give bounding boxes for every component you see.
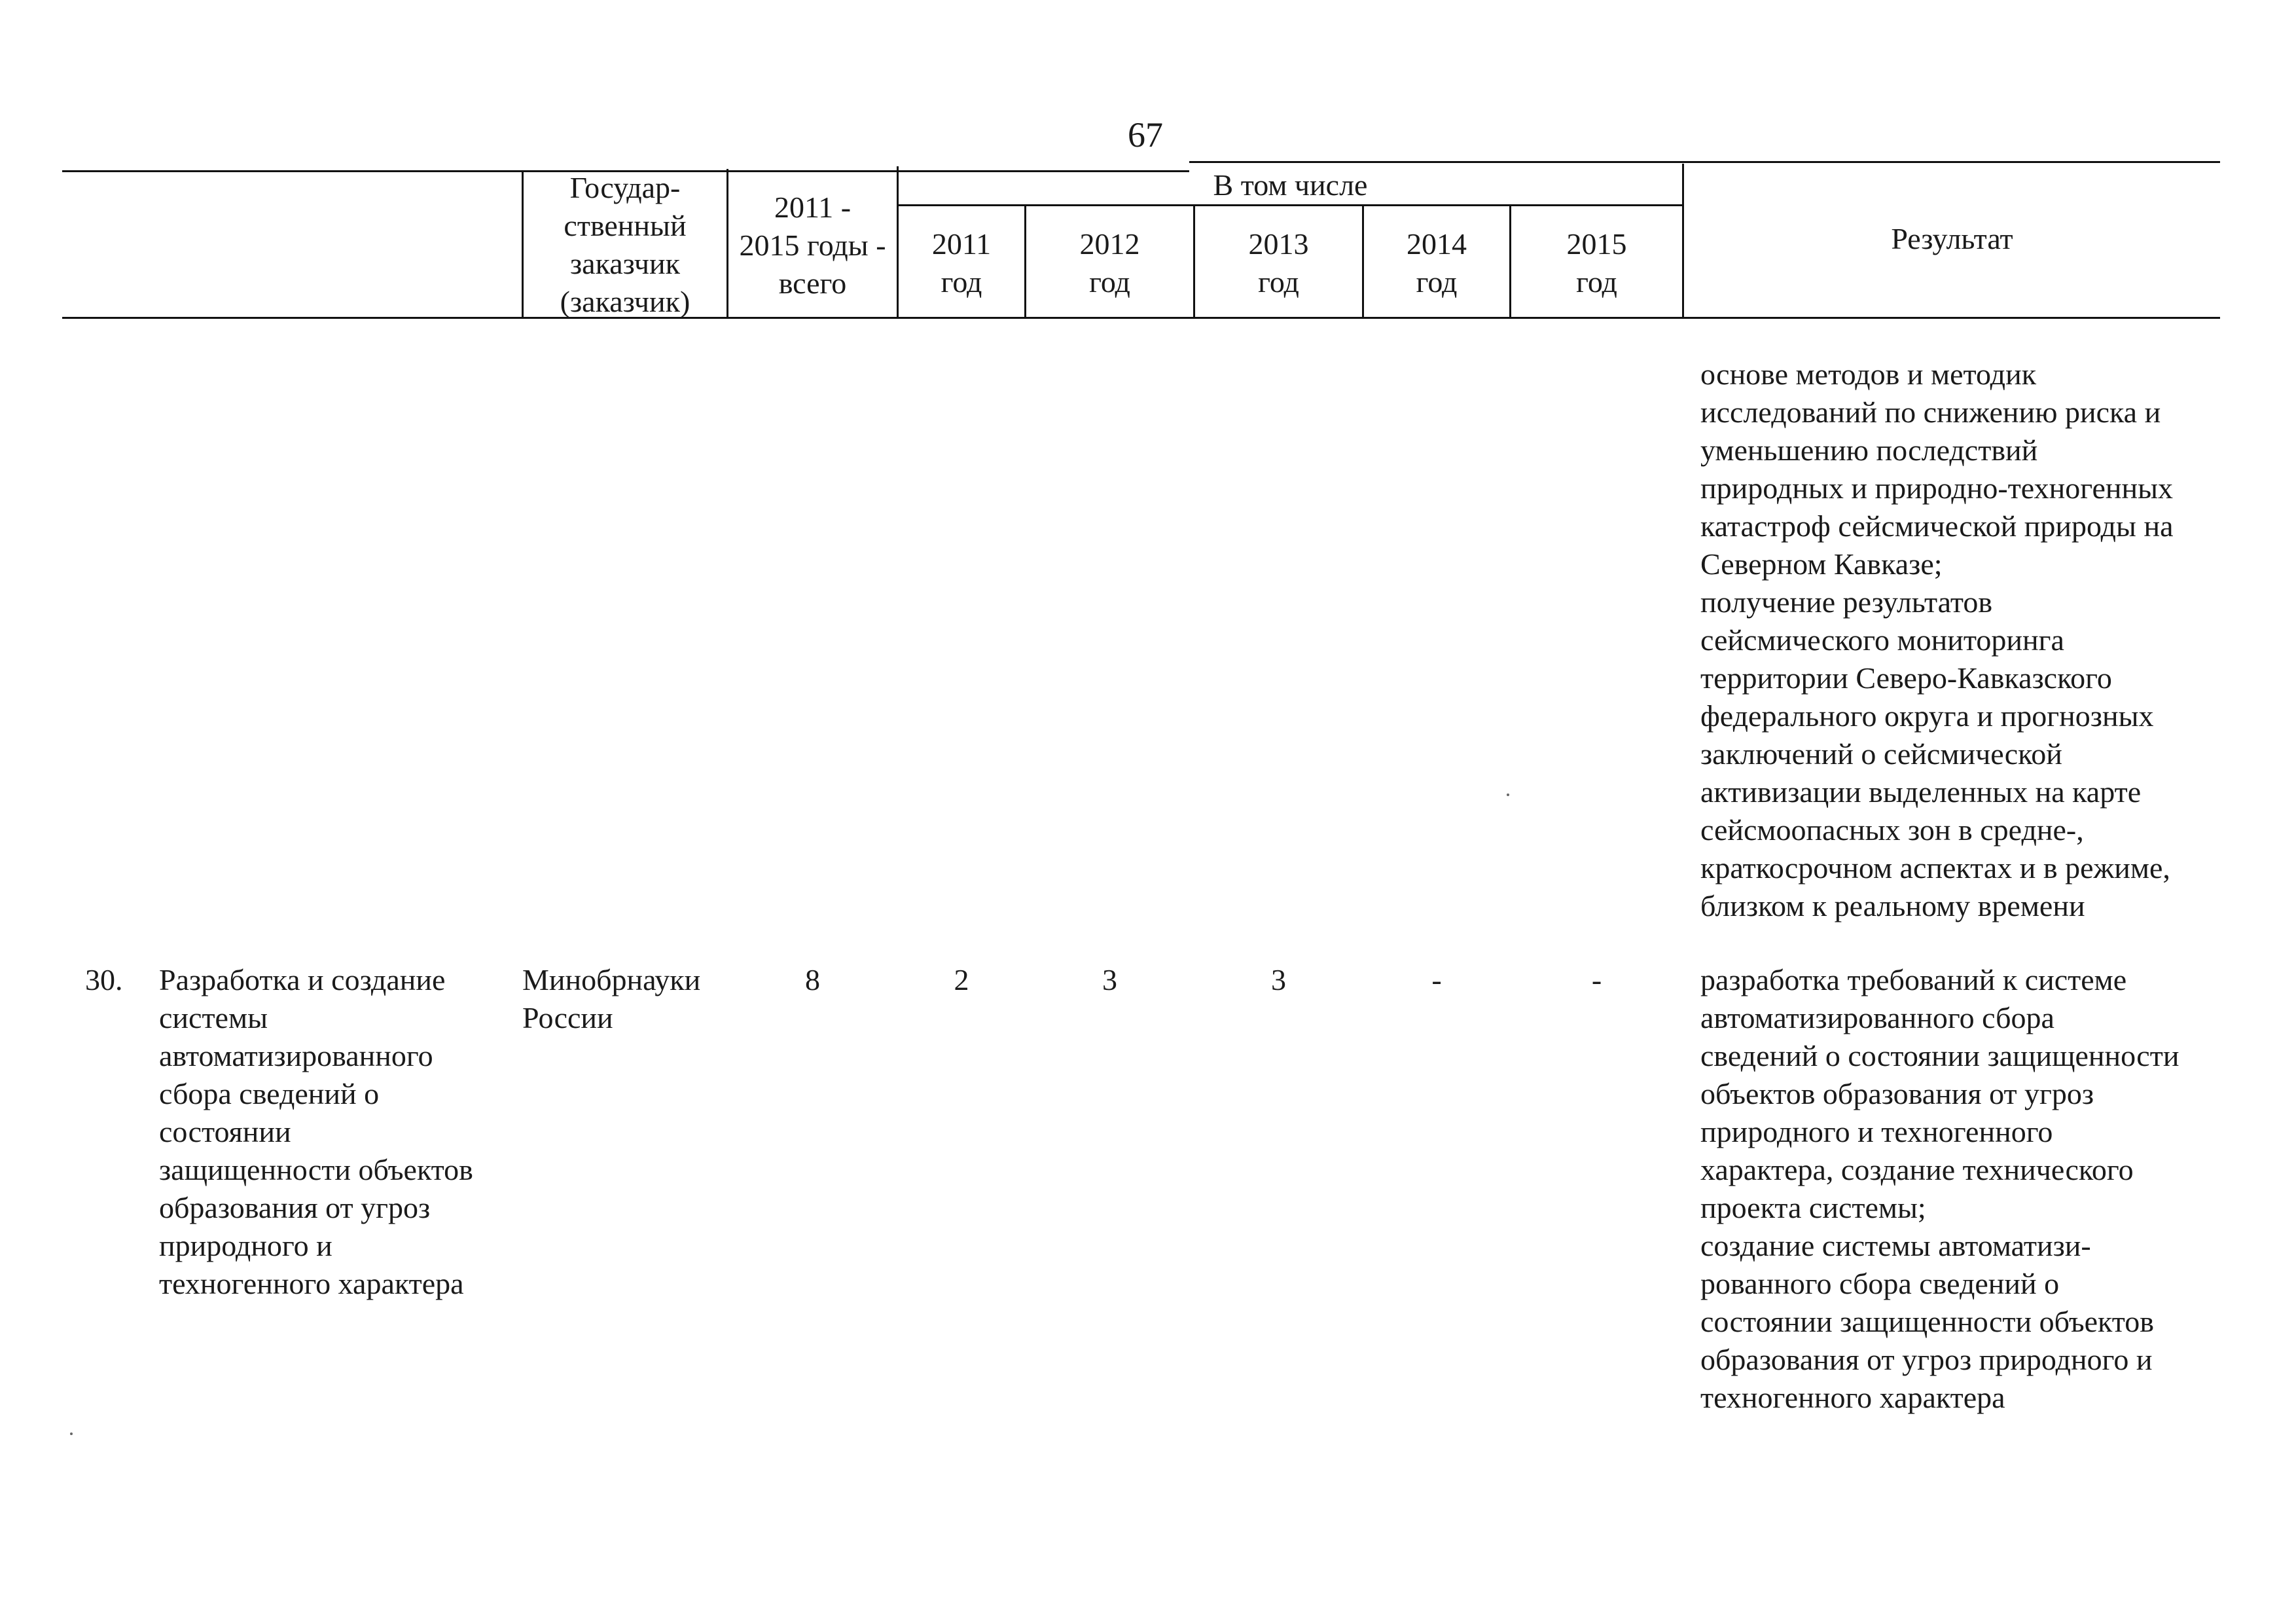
result-line: автоматизированного сбора: [1700, 1001, 2054, 1034]
header-year-unit: год: [941, 265, 982, 299]
header-customer-line: заказчик: [569, 247, 680, 280]
result-line: основе методов и методик: [1700, 357, 2037, 391]
header-customer: [524, 169, 726, 321]
header-customer-line: (заказчик): [560, 285, 691, 318]
row-value-2012: 3: [1102, 963, 1117, 996]
header-year-unit: год: [1089, 265, 1130, 299]
result-line: близком к реальному времени: [1700, 889, 2085, 922]
header-year-2012: [1026, 225, 1193, 301]
result-line: проекта системы;: [1700, 1191, 1926, 1224]
result-line: техногенного характера: [1700, 1381, 2005, 1414]
row-name: [159, 961, 512, 1303]
header-total: [728, 189, 897, 302]
row-result: [1700, 961, 2217, 1417]
result-line: Северном Кавказе;: [1700, 547, 1943, 581]
scan-speck: [1507, 793, 1509, 796]
result-line: краткосрочном аспектах и в режиме,: [1700, 851, 2170, 884]
row-name-line: состоянии: [159, 1115, 291, 1148]
result-line: уменьшению последствий: [1700, 433, 2038, 467]
result-line: сейсмического мониторинга: [1700, 623, 2064, 657]
row-value-2011: 2: [954, 963, 969, 996]
row-name-line: сбора сведений о: [159, 1077, 380, 1110]
header-year-unit: год: [1576, 265, 1617, 299]
row-customer-line: Минобрнауки: [522, 963, 701, 996]
header-year-value: 2011: [931, 227, 992, 261]
header-year-2011: [899, 225, 1024, 301]
row-customer: [522, 961, 725, 1037]
header-year-value: 2013: [1248, 227, 1309, 261]
result-line: заключений о сейсмической: [1700, 737, 2062, 771]
result-line: территории Северо-Кавказского: [1700, 661, 2112, 695]
row-name-line: техногенного характера: [159, 1267, 464, 1300]
result-line: сведений о состоянии защищенности: [1700, 1039, 2179, 1072]
header-year-unit: год: [1416, 265, 1458, 299]
result-line: катастроф сейсмической природы на: [1700, 509, 2174, 543]
result-line: создание системы автоматизи-: [1700, 1229, 2091, 1262]
header-total-line: всего: [778, 266, 847, 300]
row-name-line: образования от угроз: [159, 1191, 431, 1224]
header-year-value: 2015: [1566, 227, 1627, 261]
result-line: природного и техногенного: [1700, 1115, 2053, 1148]
result-line: получение результатов: [1700, 585, 1993, 619]
result-line: состоянии защищенности объектов: [1700, 1305, 2155, 1338]
row-total: 8: [805, 963, 820, 996]
result-line: природных и природно-техногенных: [1700, 471, 2174, 505]
row-name-line: природного и: [159, 1229, 332, 1262]
result-line: сейсмоопасных зон в средне-,: [1700, 813, 2084, 847]
header-customer-line: Государ-: [569, 171, 681, 204]
header-customer-line: ственный: [564, 209, 687, 242]
result-line: объектов образования от угроз: [1700, 1077, 2094, 1110]
header-bottom-rule: [62, 317, 2220, 319]
row-number: 30.: [85, 963, 123, 996]
result-line: характера, создание технического: [1700, 1153, 2134, 1186]
header-top-rule-right: [1189, 161, 2220, 163]
row-value-2014: -: [1431, 963, 1442, 996]
header-year-value: 2012: [1079, 227, 1140, 261]
row-value-2015: -: [1591, 963, 1602, 996]
header-year-value: 2014: [1407, 227, 1467, 261]
row-name-line: Разработка и создание: [159, 963, 446, 996]
header-year-unit: год: [1258, 265, 1299, 299]
header-including: В том числе: [1213, 168, 1368, 202]
header-mid-rule: [897, 204, 1682, 206]
header-result: Результат: [1891, 222, 2013, 255]
result-line: рованного сбора сведений о: [1700, 1267, 2060, 1300]
row-name-line: защищенности объектов: [159, 1153, 473, 1186]
result-line: активизации выделенных на карте: [1700, 775, 2142, 809]
header-total-line: 2011 -: [774, 191, 852, 224]
scan-speck: [70, 1432, 73, 1435]
result-line: федерального округа и прогнозных: [1700, 699, 2154, 733]
header-total-line: 2015 годы -: [739, 228, 886, 262]
continuation-result: [1700, 356, 2217, 925]
header-year-2013: [1195, 225, 1362, 301]
page-number: 67: [1128, 115, 1163, 155]
row-name-line: системы: [159, 1001, 268, 1034]
result-line: образования от угроз природного и: [1700, 1343, 2153, 1376]
row-customer-line: России: [522, 1001, 613, 1034]
row-value-2013: 3: [1271, 963, 1286, 996]
result-line: исследований по снижению риска и: [1700, 395, 2161, 429]
header-year-2014: [1364, 225, 1509, 301]
row-name-line: автоматизированного: [159, 1039, 433, 1072]
header-year-2015: [1511, 225, 1682, 301]
result-line: разработка требований к системе: [1700, 963, 2127, 996]
